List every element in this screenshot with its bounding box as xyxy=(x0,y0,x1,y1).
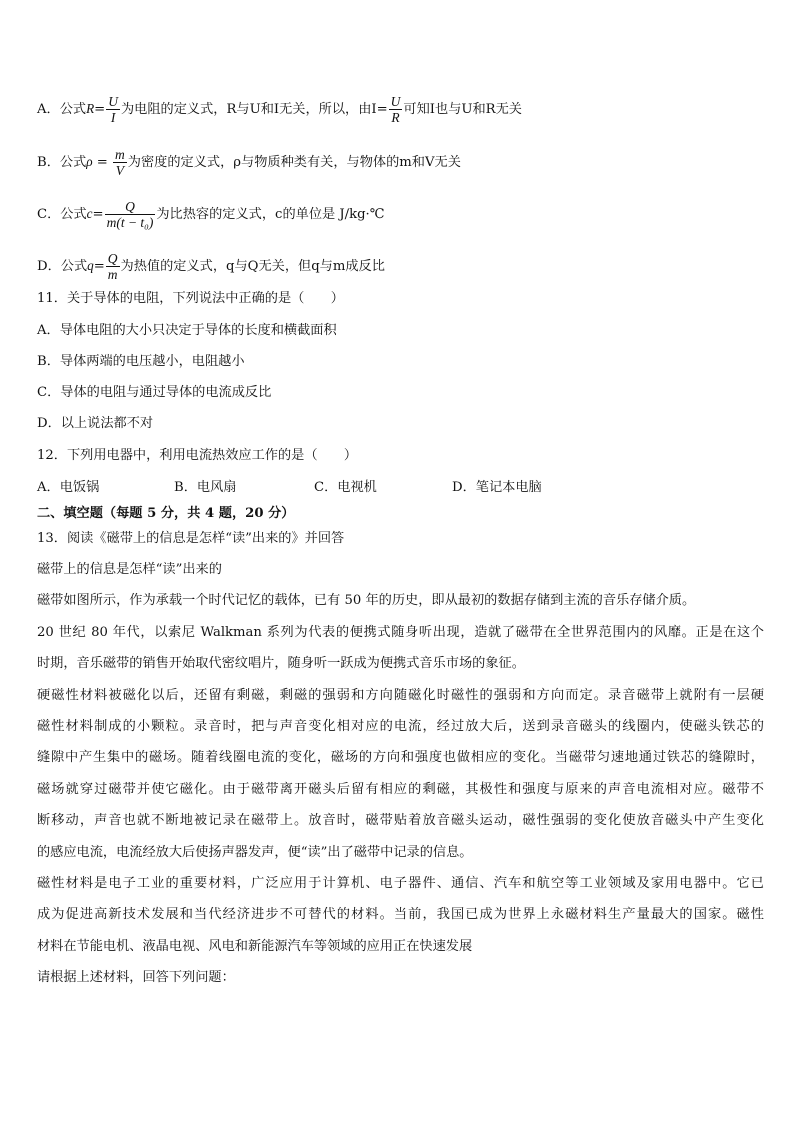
q11-option-d: D．以上说法都不对 xyxy=(37,416,154,431)
formula-fraction: $\frac{U}{R}$ xyxy=(390,94,401,125)
article-title: 磁带上的信息是怎样“读”出来的 xyxy=(37,562,222,577)
formula-fraction: $\frac{U}{I}$ xyxy=(108,94,118,125)
paragraph-4-line-2: 成为促进高新技术发展和当代经济进步不可替代的材料。当前，我国已成为世界上永磁材料生产量最大的国家。磁性 xyxy=(37,907,764,922)
paragraph-3-line-1: 硬磁性材料被磁化以后，还留有剩磁，剩磁的强弱和方向随磁化时磁性的强弱和方向而定。录音磁带上就附有一层硬 xyxy=(37,688,764,703)
paragraph-3-line-4: 磁场就穿过磁带并使它磁化。由于磁带离开磁头后留有相应的剩磁，其极性和强度与原来的声音电流相对应。磁带不 xyxy=(37,782,764,797)
section-heading: 二、填空题（每题 5 分，共 4 题，20 分） xyxy=(37,506,295,521)
paragraph-4-line-1: 磁性材料是电子工业的重要材料，广泛应用于计算机、电子器件、通信、汽车和航空等工业领域及家用电器中。它已 xyxy=(37,876,764,891)
q11-option-b: B．导体两端的电压越小，电阻越小 xyxy=(37,354,245,369)
paragraph-2-line-2: 时期，音乐磁带的销售开始取代密纹唱片，随身听一跃成为便携式音乐市场的象征。 xyxy=(37,656,525,671)
q10-option-b: B．公式ρ = $\frac{m}{V}$ 为密度的定义式，ρ与物质种类有关，与物体的m和V无关 xyxy=(37,147,461,178)
formula-fraction: $\frac{Q}{\text{m(t − t₀)}}$ xyxy=(106,199,154,230)
paragraph-4-line-3: 材料在节能电机、液晶电视、风电和新能源汽车等领域的应用正在快速发展 xyxy=(37,939,473,954)
q10-option-c: C．公式c= $\frac{Q}{\text{m(t − t₀)}}$ 为比热容的定义式，c的单位是 J/kg·℃ xyxy=(37,199,385,230)
formula-fraction: $\frac{Q}{m}$ xyxy=(107,251,118,282)
paragraph-2-line-1: 20 世纪 80 年代，以索尼 Walkman 系列为代表的便携式随身听出现，造就了磁带在全世界范围内的风靡。正是在这个 xyxy=(37,625,764,640)
q12-option-d: D．笔记本电脑 xyxy=(452,480,542,495)
q10-option-d: D．公式q= $\frac{Q}{m}$ 为热值的定义式，q与Q无关，但q与m成反比 xyxy=(37,251,385,282)
q12-option-b: B．电风扇 xyxy=(174,480,237,495)
question-prompt: 请根据上述材料，回答下列问题： xyxy=(37,970,235,985)
paragraph-1: 磁带如图所示，作为承载一个时代记忆的载体，已有 50 年的历史，即从最初的数据存储到主流的音乐存储介质。 xyxy=(37,593,696,608)
q12-stem: 12．下列用电器中，利用电流热效应工作的是（ ） xyxy=(37,448,358,463)
q11-option-a: A．导体电阻的大小只决定于导体的长度和横截面积 xyxy=(37,323,337,338)
paragraph-3-line-3: 缝隙中产生集中的磁场。随着线圈电流的变化，磁场的方向和强度也做相应的变化。当磁带匀速地通过铁芯的缝隙时， xyxy=(37,750,764,765)
q11-option-c: C．导体的电阻与通过导体的电流成反比 xyxy=(37,385,272,400)
q12-option-a: A．电饭锅 xyxy=(37,480,100,495)
q10-option-a: A．公式R= $\frac{U}{I}$ 为电阻的定义式，R与U和I无关，所以，由I= $\frac{U}{R}$ 可知I也与U和R无关 xyxy=(37,94,522,125)
q12-option-c: C．电视机 xyxy=(314,480,377,495)
paragraph-3-line-2: 磁性材料制成的小颗粒。录音时，把与声音变化相对应的电流，经过放大后，送到录音磁头的线圈内，使磁头铁芯的 xyxy=(37,719,764,734)
formula-fraction: $\frac{m}{V}$ xyxy=(115,147,125,178)
paragraph-3-line-5: 断移动，声音也就不断地被记录在磁带上。放音时，磁带贴着放音磁头运动，磁性强弱的变化使放音磁头中产生变化 xyxy=(37,813,764,828)
option-label: A．公式 xyxy=(37,102,87,117)
paragraph-3-line-6: 的感应电流，电流经放大后使扬声器发声，便“读”出了磁带中记录的信息。 xyxy=(37,845,473,860)
q11-stem: 11．关于导体的电阻，下列说法中正确的是（ ） xyxy=(37,291,344,306)
q13-stem: 13．阅读《磁带上的信息是怎样“读”出来的》并回答 xyxy=(37,531,345,546)
